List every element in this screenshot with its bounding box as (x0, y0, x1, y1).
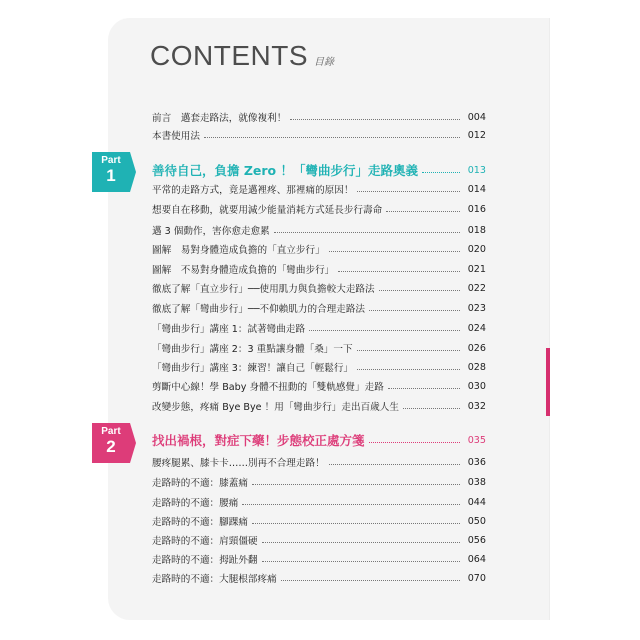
toc-entry[interactable] (152, 455, 486, 469)
toc-entry-page: 012 (467, 129, 486, 141)
toc-entry-text: 想要自在移動，就要用減少能量消耗方式延長步行壽命 (152, 205, 383, 216)
leader-dots (309, 330, 460, 331)
leader-dots (357, 191, 460, 192)
toc-entry[interactable] (152, 301, 486, 315)
leader-dots (357, 369, 460, 370)
toc-entry[interactable] (152, 242, 486, 256)
toc-entry-page: 023 (467, 302, 486, 314)
toc-entry-page: 030 (467, 380, 486, 392)
title-english: CONTENTS (150, 40, 308, 71)
toc-entry-page: 024 (467, 322, 486, 334)
toc-entry[interactable] (152, 475, 486, 489)
part-1-tab (92, 152, 136, 192)
toc-entry-page: 028 (467, 361, 486, 373)
leader-dots (379, 290, 460, 291)
toc-entry-text: 走路時的不適：腳踝痛 (152, 517, 248, 528)
leader-dots (369, 310, 460, 311)
part-2-title: 找出禍根，對症下藥！步態校正處方箋 (152, 433, 365, 448)
leader-dots (262, 542, 460, 543)
toc-entry-page: 004 (467, 111, 486, 123)
title-chinese: 目錄 (314, 57, 334, 68)
toc-entry-page: 018 (467, 224, 486, 236)
toc-entry[interactable] (152, 128, 486, 142)
toc-entry[interactable] (152, 399, 486, 413)
toc-entry-text: 前言 邁套走路法，就像複利！ (152, 113, 287, 124)
toc-entry[interactable] (152, 552, 486, 566)
leader-dots (281, 580, 460, 581)
part-2-label: Part (101, 426, 121, 437)
toc-entry-page: 044 (467, 496, 486, 508)
leader-dots (252, 523, 460, 524)
toc-entry-text: 改變步態，疼痛 Bye Bye ！用「彎曲步行」走出百歲人生 (152, 402, 399, 413)
leader-dots (338, 271, 460, 272)
toc-entry[interactable] (152, 262, 486, 276)
toc-entry-text: 平常的走路方式，竟是邁裡疼、那裡痛的原因！ (152, 185, 354, 196)
toc-entry-page: 050 (467, 515, 486, 527)
toc-entry[interactable] (152, 281, 486, 295)
part-1-label: Part (101, 155, 121, 166)
toc-entry-text: 本書使用法 (152, 131, 200, 142)
leader-dots (204, 137, 460, 138)
page-edge-marker (546, 348, 550, 416)
toc-entry[interactable] (152, 514, 486, 528)
leader-dots (290, 119, 460, 120)
leader-dots (329, 464, 460, 465)
toc-entry-page: 070 (467, 572, 486, 584)
leader-dots (388, 388, 460, 389)
toc-entry-text: 走路時的不適：肩頸僵硬 (152, 536, 258, 547)
toc-entry[interactable] (152, 110, 486, 124)
toc-entry[interactable] (152, 202, 486, 216)
toc-entry[interactable] (152, 360, 486, 374)
leader-dots (369, 442, 460, 443)
toc-entry-text: 走路時的不適：大腿根部疼痛 (152, 574, 277, 585)
toc-entry-page: 064 (467, 553, 486, 565)
part-2-number: 2 (106, 437, 116, 456)
leader-dots (357, 350, 460, 351)
toc-entry-text: 「彎曲步行」講座 3：練習！讓自己「輕鬆行」 (152, 363, 354, 374)
leader-dots (242, 504, 460, 505)
toc-entry-text: 徹底了解「直立步行」──使用肌力與負擔較大走路法 (152, 284, 375, 295)
toc-entry[interactable] (152, 571, 486, 585)
leader-dots (422, 172, 460, 173)
leader-dots (274, 232, 460, 233)
toc-entry-page: 016 (467, 203, 486, 215)
leader-dots (252, 484, 460, 485)
part-2-tab (92, 423, 136, 463)
part-2-page: 035 (467, 434, 486, 446)
toc-entry-page: 026 (467, 342, 486, 354)
leader-dots (386, 211, 460, 212)
toc-entry-page: 038 (467, 476, 486, 488)
toc-entry[interactable] (152, 533, 486, 547)
toc-entry-text: 「彎曲步行」講座 2：3 重點讓身體「桑」一下 (152, 344, 353, 355)
toc-entry-text: 「彎曲步行」講座 1：試著彎曲走路 (152, 324, 306, 335)
toc-entry[interactable] (152, 495, 486, 509)
toc-entry-page: 020 (467, 243, 486, 255)
part-1-title-entry[interactable] (152, 161, 486, 179)
leader-dots (329, 251, 460, 252)
page-title (150, 40, 334, 72)
toc-entry-text: 圖解 不易對身體造成負擔的「彎曲步行」 (152, 265, 335, 276)
toc-entry[interactable] (152, 182, 486, 196)
part-1-page: 013 (467, 164, 486, 176)
toc-entry[interactable] (152, 379, 486, 393)
toc-entry-page: 032 (467, 400, 486, 412)
toc-entry-text: 走路時的不適：腰痛 (152, 498, 239, 509)
toc-entry-text: 徹底了解「彎曲步行」──不仰賴肌力的合理走路法 (152, 304, 366, 315)
toc-entry-text: 走路時的不適：拇趾外翻 (152, 555, 258, 566)
toc-entry-page: 021 (467, 263, 486, 275)
leader-dots (262, 561, 460, 562)
toc-entry-page: 036 (467, 456, 486, 468)
toc-entry-text: 腰疼腿累、膝卡卡……別再不合理走路！ (152, 458, 325, 469)
part-2-title-entry[interactable] (152, 431, 486, 449)
toc-entry-text: 邁 3 個動作，害你愈走愈累 (152, 226, 270, 237)
toc-entry[interactable] (152, 223, 486, 237)
book-page (108, 18, 550, 620)
toc-entry-page: 056 (467, 534, 486, 546)
toc-entry-page: 014 (467, 183, 486, 195)
toc-entry-page: 022 (467, 282, 486, 294)
leader-dots (403, 408, 460, 409)
toc-entry-text: 圖解 易對身體造成負擔的「直立步行」 (152, 245, 325, 256)
toc-entry[interactable] (152, 321, 486, 335)
part-1-title: 善待自己，負擔 Zero ！「彎曲步行」走路奧義 (152, 163, 418, 178)
part-1-number: 1 (106, 166, 116, 185)
toc-entry-text: 剪斷中心線！學 Baby 身體不扭動的「雙軌感覺」走路 (152, 382, 384, 393)
toc-entry[interactable] (152, 341, 486, 355)
toc-entry-text: 走路時的不適：膝蓋痛 (152, 478, 248, 489)
